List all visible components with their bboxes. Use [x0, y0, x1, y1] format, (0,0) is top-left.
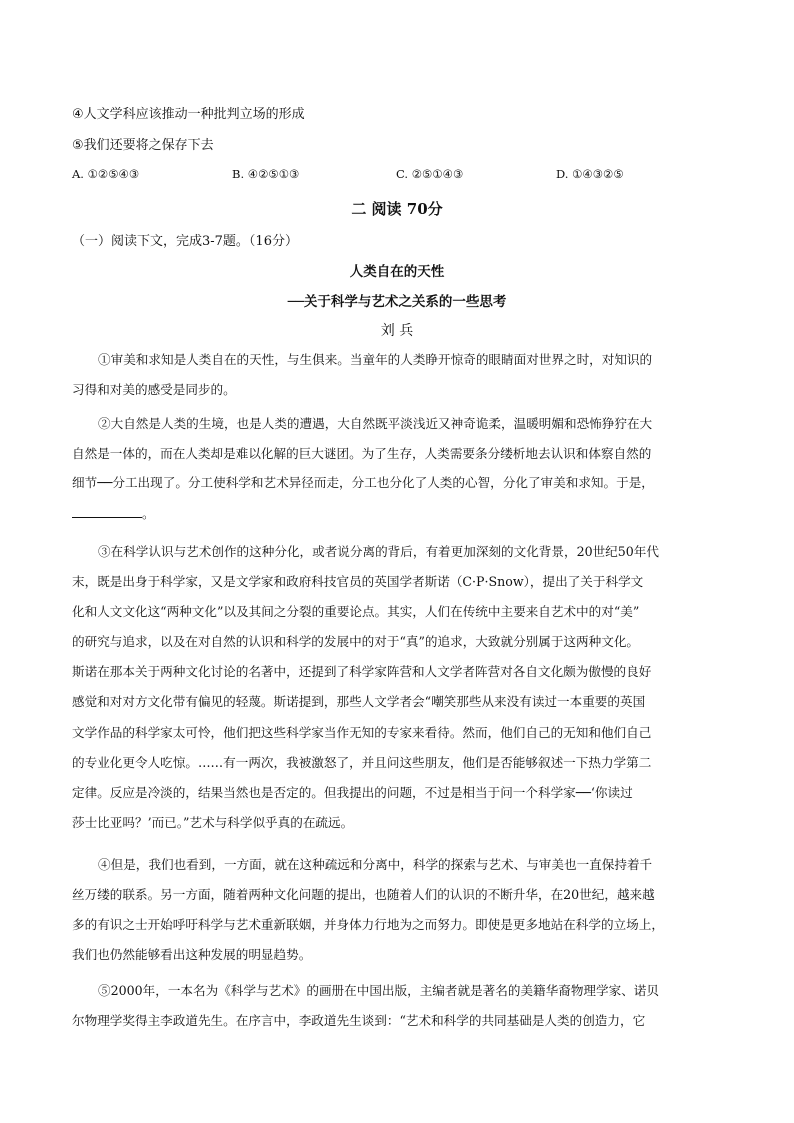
paragraph-4 [72, 859, 722, 962]
option-a[interactable] [72, 167, 139, 181]
option-text: ②⑤①④③ [411, 167, 464, 181]
text-line: 多的有识之士开始呼吁科学与艺术重新联姻，并身体力行地为之而努力。即使是更多地站在科学的立场上， [72, 917, 664, 933]
paragraph-3 [72, 546, 722, 829]
option-c[interactable] [396, 167, 463, 181]
answer-blank-line [72, 507, 722, 520]
text-line: 的专业化更令人吃惊。……有一两次，我被激怒了，并且问这些朋友，他们是否能够叙述一下热力学第二 [72, 754, 652, 770]
text-line: 定律。反应是冷淡的，结果当然也是否定的。但我提出的问题，不过是相当于问一个科学家──‘你读过 [72, 784, 633, 800]
text-line: 尔物理学奖得主李政道先生。在序言中，李政道先生谈到：“艺术和科学的共同基础是人类的创造力，它 [72, 1013, 646, 1029]
text-line: 自然是一体的，而在人类却是难以化解的巨大谜团。为了生存，人类需要条分缕析地去认识和体察自然的 [72, 445, 652, 461]
article-author: 刘 兵 [380, 323, 414, 339]
text-line: ③在科学认识与艺术创作的这种分化，或者说分离的背后，有着更加深刻的文化背景，20世纪50年代 [98, 544, 659, 559]
text-line: 莎士比亚吗？’而已。”艺术与科学似乎真的在疏远。 [72, 814, 354, 830]
article-title: 人类自在的天性 [349, 264, 445, 280]
text-line: ⑤2000年，一本名为《科学与艺术》的画册在中国出版，主编者就是著名的美籍华裔物理学家、诺贝 [98, 983, 659, 998]
text-line: 斯诺在那本关于两种文化讨论的名著中，还提到了科学家阵营和人文学者阵营对各自文化颇为傲慢的良好 [72, 664, 652, 680]
option-b[interactable] [232, 167, 299, 181]
task-instruction: （一）阅读下文，完成3-7题。（16分） [72, 234, 298, 249]
answer-blank[interactable] [72, 507, 142, 518]
text-line: 化和人文文化这“两种文化”以及其间之分裂的重要论点。其实，人们在传统中主要来自艺术中的对“美” [72, 604, 640, 620]
option-letter: D. [556, 167, 569, 181]
option-text: ①②⑤④③ [87, 167, 140, 181]
text-line: ④但是，我们也看到，一方面，就在这种疏远和分离中，科学的探索与艺术、与审美也一直保持着千 [98, 857, 653, 872]
text-line: 细节──分工出现了。分工使科学和艺术异径而走，分工也分化了人类的心智，分化了审美和求知。于是， [72, 475, 654, 491]
blank-suffix: 。 [142, 505, 155, 521]
option-d[interactable] [556, 167, 624, 181]
option-letter: A. [72, 167, 84, 181]
text-line: 感觉和对对方文化带有偏见的轻蔑。斯诺提到，那些人文学者会“嘲笑那些从来没有读过一本重要的英国 [72, 694, 646, 710]
text-line: 丝万缕的联系。另一方面，随着两种文化问题的提出，也随着人们的认识的不断升华，在20世纪，越来越 [72, 887, 655, 903]
option-letter: C. [396, 167, 409, 181]
text-line: ②大自然是人类的生境，也是人类的遭遇，大自然既平淡浅近又神奇诡柔，温暖明媚和恐怖狰狞在大 [98, 416, 653, 431]
paragraph-2 [72, 418, 722, 519]
text-line: 的研究与追求，以及在对自然的认识和科学的发展中的对于“真”的追求，大致就分别属于这两种文化。 [72, 634, 640, 650]
paragraph-1 [72, 354, 722, 396]
option-letter: B. [232, 167, 245, 181]
text-line: 我们也仍然能够看出这种发展的明显趋势。 [72, 947, 312, 963]
paragraph-5 [72, 985, 722, 1028]
option-text: ①④③②⑤ [572, 167, 624, 181]
text-line: 习得和对美的感受是同步的。 [72, 381, 236, 397]
sequence-item-4: ④人文学科应该推动一种批判立场的形成 [72, 107, 305, 122]
article-subtitle: ──关于科学与艺术之关系的一些思考 [287, 294, 507, 310]
text-line: 末，既是出身于科学家，又是文学家和政府科技官员的英国学者斯诺（C·P·Snow），提出了关于科学文 [72, 574, 644, 590]
option-text: ④②⑤①③ [247, 167, 300, 181]
section-title: 二 阅读 70分 [351, 200, 443, 218]
text-line: 文学作品的科学家太可怜，他们把这些科学家当作无知的专家来看待。然而，他们自己的无知和他们自己 [72, 724, 652, 740]
text-line: ①审美和求知是人类自在的天性，与生俱来。当童年的人类睁开惊奇的眼睛面对世界之时，对知识的 [98, 352, 653, 367]
sequence-item-5: ⑤我们还要将之保存下去 [72, 138, 214, 153]
